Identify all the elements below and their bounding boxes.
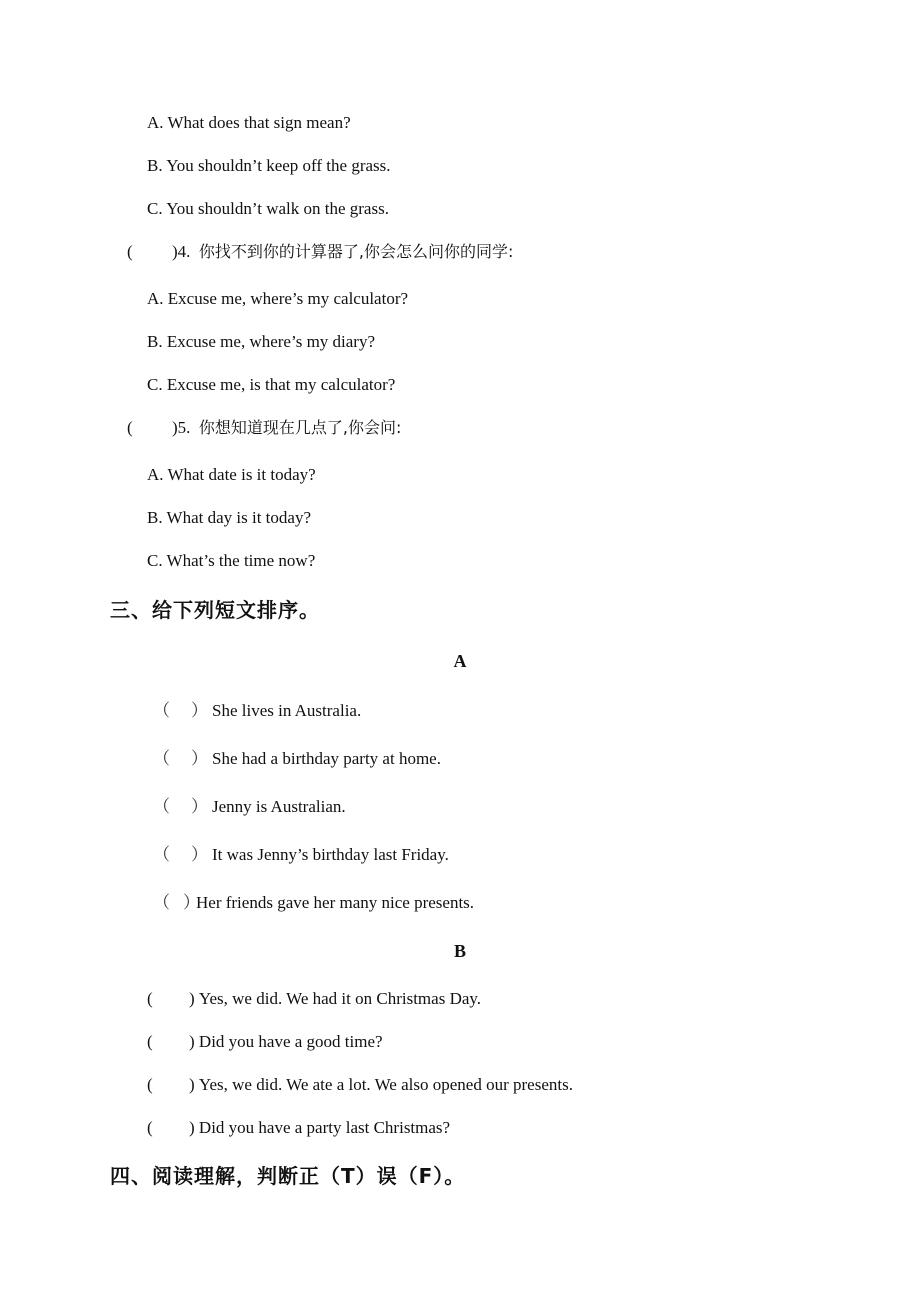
blank-close: ) xyxy=(189,1118,195,1137)
blank-open: ( xyxy=(147,1118,153,1137)
question-4 xyxy=(127,242,513,262)
part-a-item xyxy=(153,749,441,769)
blank-open: （ xyxy=(153,797,170,816)
q3-option-a: A. What does that sign mean? xyxy=(147,113,351,132)
item-text: She lives in Australia. xyxy=(212,701,362,720)
part-a-item xyxy=(153,845,449,865)
blank-close: ) xyxy=(189,1075,195,1094)
blank-open: ( xyxy=(147,989,153,1008)
part-b-title: B xyxy=(453,941,466,961)
part-a-item xyxy=(153,797,346,817)
blank-open: （ xyxy=(153,893,170,912)
part-b-item xyxy=(147,1032,383,1052)
blank-open: ( xyxy=(147,1032,153,1051)
answer-blank-open: ( xyxy=(127,418,133,437)
q5-option-b: B. What day is it today? xyxy=(147,508,311,527)
blank-open: ( xyxy=(147,1075,153,1094)
blank-close: ) xyxy=(189,989,195,1008)
item-text: It was Jenny’s birthday last Friday. xyxy=(212,845,449,864)
section-3-heading: 三、给下列短文排序。 xyxy=(110,598,320,622)
part-b-item xyxy=(147,1075,573,1095)
answer-blank-open: ( xyxy=(127,242,133,261)
part-a-title: A xyxy=(453,651,467,671)
part-b-item xyxy=(147,1118,450,1138)
question-prompt: 你找不到你的计算器了,你会怎么问你的同学: xyxy=(198,242,514,261)
blank-close: ） xyxy=(191,749,208,768)
question-prompt: 你想知道现在几点了,你会问: xyxy=(198,418,402,437)
blank-close: ) xyxy=(189,1032,195,1051)
part-b-item xyxy=(147,989,481,1009)
blank-open: （ xyxy=(153,701,170,720)
item-text: Did you have a good time? xyxy=(198,1032,383,1051)
question-number: 5. xyxy=(177,418,191,437)
section-4-heading: 四、阅读理解，判断正（T）误（F）。 xyxy=(110,1164,466,1188)
q4-option-a: A. Excuse me, where’s my calculator? xyxy=(147,289,409,308)
item-text: She had a birthday party at home. xyxy=(212,749,441,768)
item-text: Did you have a party last Christmas? xyxy=(198,1118,451,1137)
q3-option-c: C. You shouldn’t walk on the grass. xyxy=(147,199,389,218)
blank-close: ） xyxy=(191,797,208,816)
blank-close: ） xyxy=(191,845,208,864)
question-5 xyxy=(127,418,401,438)
blank-open: （ xyxy=(153,749,170,768)
item-text: Her friends gave her many nice presents. xyxy=(196,893,475,912)
blank-close: ） xyxy=(191,701,208,720)
answer-blank-close: ) xyxy=(172,418,178,437)
item-text: Yes, we did. We ate a lot. We also opened our presents. xyxy=(198,1075,573,1094)
answer-blank-close: ) xyxy=(172,242,178,261)
part-a-item xyxy=(153,893,474,913)
question-number: 4. xyxy=(177,242,191,261)
blank-open: （ xyxy=(153,845,170,864)
q4-option-b: B. Excuse me, where’s my diary? xyxy=(147,332,376,351)
blank-close: ） xyxy=(183,893,200,912)
q5-option-c: C. What’s the time now? xyxy=(147,551,316,570)
q4-option-c: C. Excuse me, is that my calculator? xyxy=(147,375,396,394)
q5-option-a: A. What date is it today? xyxy=(147,465,316,484)
q3-option-b: B. You shouldn’t keep off the grass. xyxy=(147,156,391,175)
item-text: Yes, we did. We had it on Christmas Day. xyxy=(198,989,482,1008)
part-a-item xyxy=(153,701,361,721)
item-text: Jenny is Australian. xyxy=(212,797,346,816)
